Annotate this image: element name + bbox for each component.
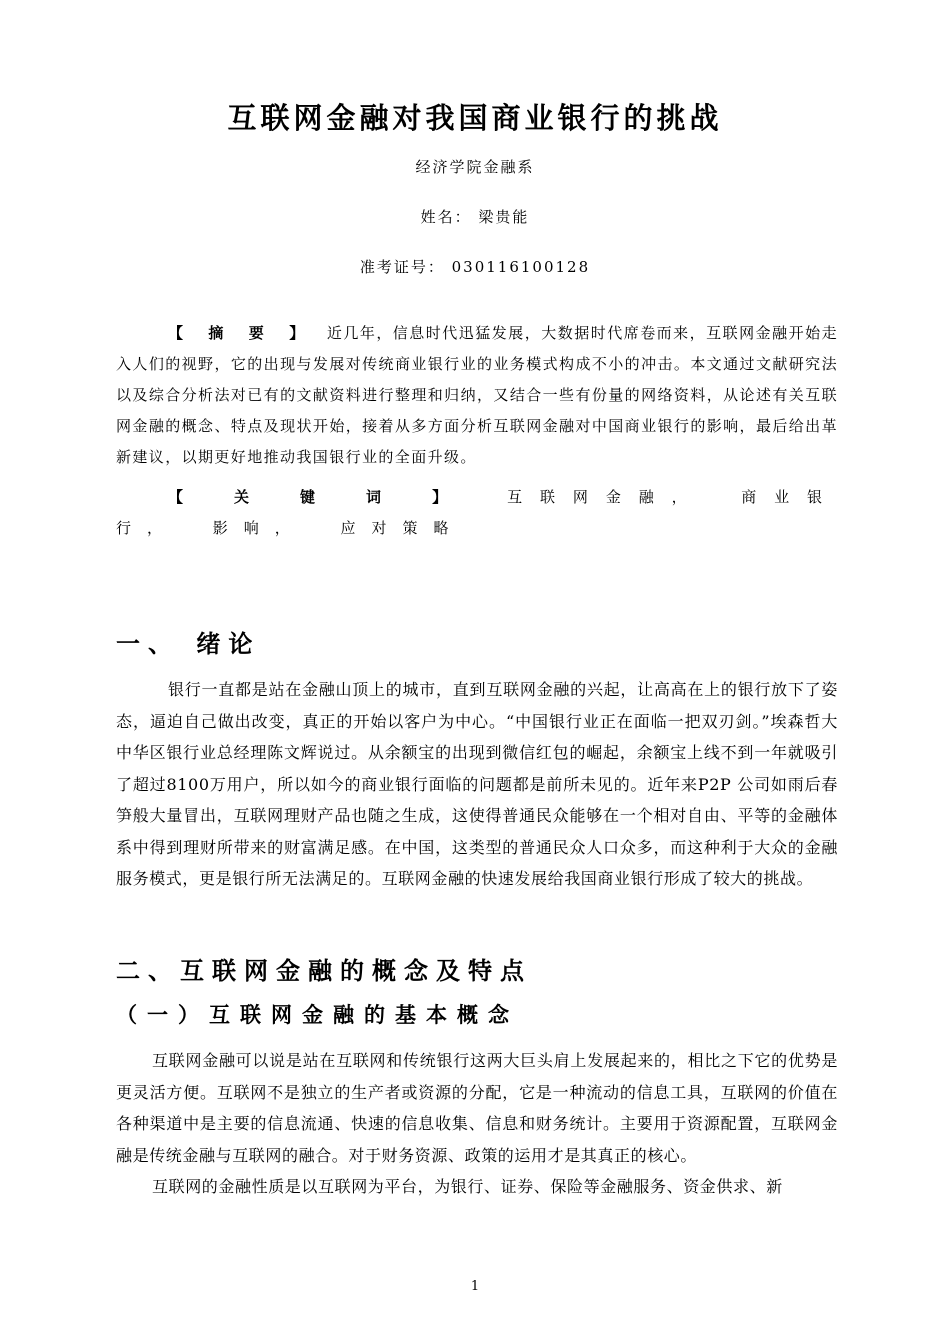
subsection-1-paragraph-2: 互联网的金融性质是以互联网为平台，为银行、证券、保险等金融服务、资金供求、新	[152, 1177, 783, 1196]
keywords-text: 互联网金融， 商业银行， 影响， 应对策略	[116, 488, 838, 537]
page-number: 1	[470, 1279, 480, 1294]
exam-id-line: 准考证号： 030116100128	[359, 258, 591, 276]
department-line: 经济学院金融系	[415, 158, 535, 176]
abstract-block	[116, 318, 838, 473]
author-name-line: 姓名： 梁贵能	[420, 208, 530, 226]
subsection-1-body	[116, 1045, 838, 1203]
page-title: 互联网金融对我国商业银行的挑战	[227, 101, 723, 135]
section-1-body	[116, 674, 838, 895]
section-1-paragraph: 银行一直都是站在金融山顶上的城市，直到互联网金融的兴起，让高高在上的银行放下了姿态，逼迫自己做出改变，真正的开始以客户为中心。“中国银行业正在面临一把双刃剑。”埃森哲大中华区银行业总经理陈文辉说过。从余额宝的出现到微信红包的崛起，余额宝上线不到一年就吸引了超过8100万用户，所以如今的商业银行面临的问题都是前所未见的。近年来P2P 公司如雨后春笋般大量冒出，互联网理财产品也随之生成，这使得普通民众能够在一个相对自由、平等的金融体系中得到理财所带来的财富满足感。在中国，这类型的普通民众人口众多，而这种利于大众的金融服务模式，更是银行所无法满足的。互联网金融的快速发展给我国商业银行形成了较大的挑战。	[116, 680, 838, 888]
section-1-heading: 一、 绪论	[116, 630, 261, 658]
abstract-label: 【 摘 要 】	[168, 324, 315, 342]
keywords-label: 【 关 键 词 】	[168, 488, 463, 506]
abstract-text: 近几年，信息时代迅猛发展，大数据时代席卷而来，互联网金融开始走入人们的视野，它的出现与发展对传统商业银行业的业务模式构成不小的冲击。本文通过文献研究法以及综合分析法对已有的文献资料进行整理和归纳，又结合一些有份量的网络资料，从论述有关互联网金融的概念、特点及现状开始，接着从多方面分析互联网金融对中国商业银行的影响，最后给出革新建议，以期更好地推动我国银行业的全面升级。	[116, 324, 838, 466]
subsection-1-heading: （一）互联网金融的基本概念	[116, 1003, 519, 1027]
section-2-heading: 二、互联网金融的概念及特点	[116, 957, 532, 985]
keywords-block	[116, 482, 838, 544]
subsection-1-paragraph-1: 互联网金融可以说是站在互联网和传统银行这两大巨头肩上发展起来的，相比之下它的优势是更灵活方便。互联网不是独立的生产者或资源的分配，它是一种流动的信息工具，互联网的价值在各种渠道中是主要的信息流通、快速的信息收集、信息和财务统计。主要用于资源配置，互联网金融是传统金融与互联网的融合。对于财务资源、政策的运用才是其真正的核心。	[116, 1051, 838, 1165]
